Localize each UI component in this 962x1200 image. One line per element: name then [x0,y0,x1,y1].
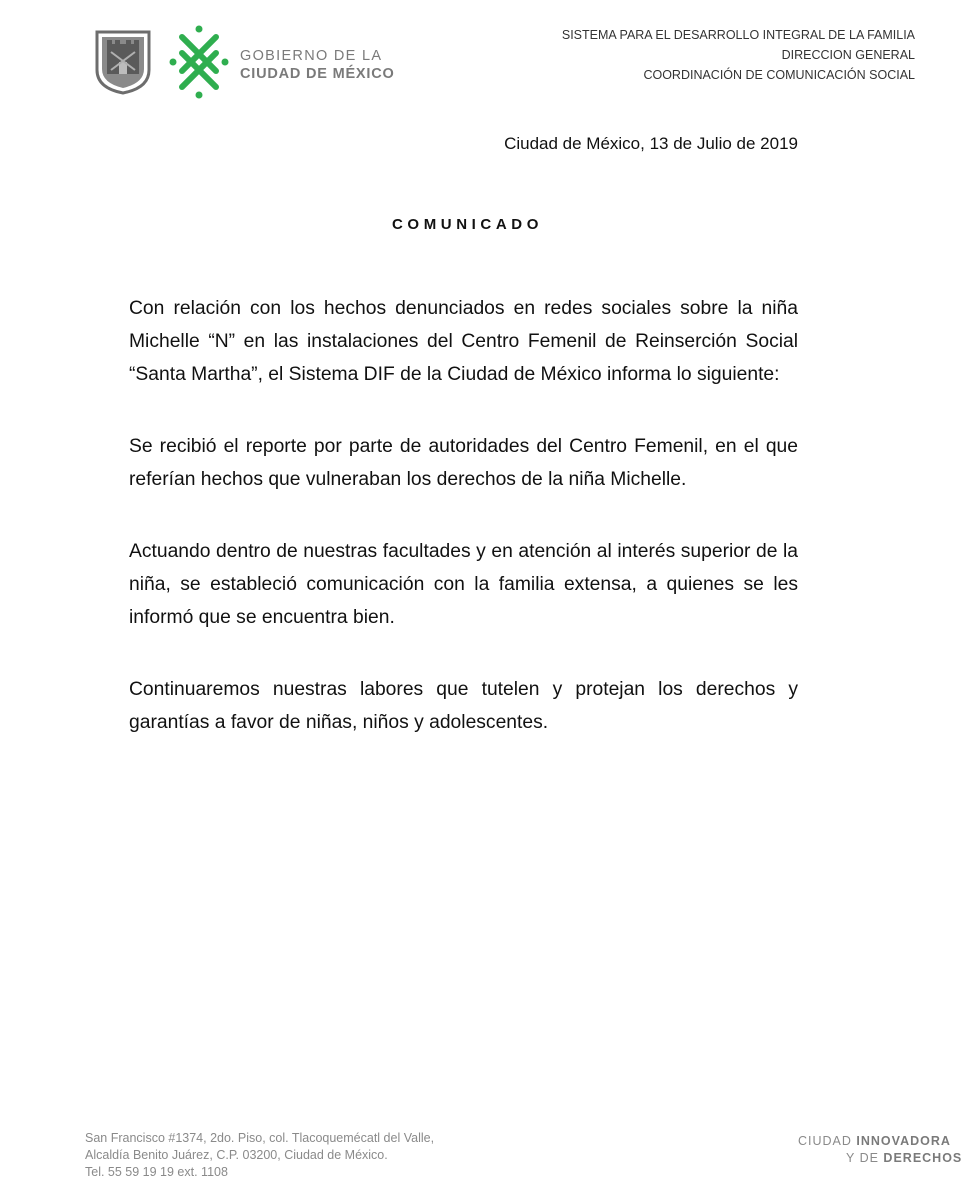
document-body [129,292,798,778]
footer-address [85,1130,434,1181]
slogan-emphasis: DERECHOS [883,1151,962,1165]
body-paragraph: Se recibió el reporte por parte de autoridades del Centro Femenil, en el que referían hechos que vulneraban los derechos de la niña Michelle. [129,436,798,490]
body-paragraph: Actuando dentro de nuestras facultades y en atención al interés superior de la niña, se estableció comunicación con la familia extensa, a quienes se les informó que se encuentra bien. [129,541,798,628]
document-title: COMUNICADO [392,216,543,233]
slogan-text: CIUDAD [798,1134,857,1148]
institution-name: SISTEMA PARA EL DESARROLLO INTEGRAL DE LA FAMILIA [561,28,915,42]
institution-coordination: COORDINACIÓN DE COMUNICACIÓN SOCIAL [643,68,915,82]
coat-of-arms-icon [95,30,151,94]
body-paragraph: Continuaremos nuestras labores que tutelen y protejan los derechos y garantías a favor de niñas, niños y adolescentes. [129,679,798,733]
footer-slogan [798,1133,962,1167]
cdmx-logo-icon [168,25,230,99]
body-paragraph: Con relación con los hechos denunciados en redes sociales sobre la niña Michelle “N” en las instalaciones del Centro Femenil de Reinserción Social “Santa Martha”, el Sistema DIF de la Ciudad de México informa lo siguiente: [129,298,798,385]
institution-header [562,25,915,85]
logo-text-line2: CIUDAD DE MÉXICO [240,66,395,82]
address-line: San Francisco #1374, 2do. Piso, col. Tlacoquemécatl del Valle, [85,1131,435,1145]
slogan-text: Y DE [846,1151,884,1165]
slogan-emphasis: INNOVADORA [856,1134,951,1148]
logo-text-line1: GOBIERNO DE LA [240,48,383,64]
government-logo-text [240,47,395,83]
document-date: Ciudad de México, 13 de Julio de 2019 [504,134,798,153]
address-line: Alcaldía Benito Juárez, C.P. 03200, Ciudad de México. [85,1148,388,1162]
institution-direction: DIRECCION GENERAL [781,48,915,62]
phone-line: Tel. 55 59 19 19 ext. 1108 [85,1165,228,1179]
